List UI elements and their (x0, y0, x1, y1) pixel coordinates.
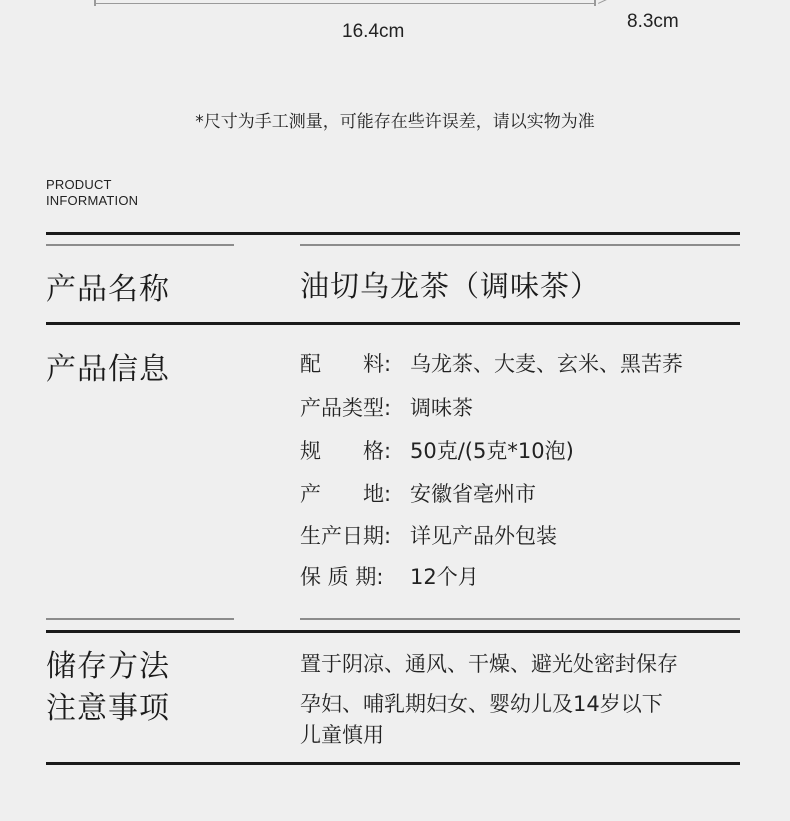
notes-line: 儿童慎用 (300, 723, 384, 747)
top-thick-rule (46, 232, 740, 235)
width-dimension-line (96, 3, 596, 4)
notes-line: 孕妇、哺乳期妇女、婴幼儿及14岁以下 (300, 692, 663, 716)
width-dimension-label: 16.4cm (342, 21, 405, 42)
top-thin-rule-left (46, 244, 234, 246)
info-value: 调味茶 (410, 396, 473, 420)
info-key: 生产日期: (300, 524, 392, 548)
mid-thick-rule (46, 630, 740, 633)
info-key: 产 地: (300, 482, 392, 506)
width-dimension-left-tick (94, 0, 96, 6)
info-value: 50克/(5克*10泡) (410, 439, 574, 463)
width-dimension-right-tick (594, 0, 596, 6)
info-value: 详见产品外包装 (410, 524, 557, 548)
info-key: 配 料: (300, 352, 392, 376)
product-information-line1: PRODUCT (46, 177, 112, 192)
info-value: 12个月 (410, 565, 479, 589)
info-key: 保 质 期: (300, 565, 384, 589)
product-name-label: 产品名称 (46, 272, 170, 307)
bottom-thick-rule (46, 762, 740, 765)
storage-line: 置于阴凉、通风、干燥、避光处密封保存 (300, 652, 678, 676)
mid-thin-rule-right (300, 618, 740, 620)
product-name-bottom-rule (46, 322, 740, 325)
storage-label: 储存方法 (46, 649, 170, 684)
info-key: 产品类型: (300, 396, 392, 420)
top-thin-rule-right (300, 244, 740, 246)
info-value: 安徽省亳州市 (410, 482, 536, 506)
product-information-line2: INFORMATION (46, 193, 139, 208)
product-information-heading (46, 177, 138, 209)
product-name-value: 油切乌龙茶（调味茶） (300, 269, 601, 303)
info-key: 规 格: (300, 439, 392, 463)
mid-thin-rule-left (46, 618, 234, 620)
notes-label: 注意事项 (46, 691, 170, 726)
measurement-note: *尺寸为手工测量，可能存在些许误差，请以实物为准 (195, 112, 595, 132)
height-dimension-line (598, 0, 611, 4)
product-info-label: 产品信息 (46, 352, 170, 387)
height-dimension-label: 8.3cm (627, 11, 679, 32)
info-value: 乌龙茶、大麦、玄米、黑苦荞 (410, 352, 683, 376)
